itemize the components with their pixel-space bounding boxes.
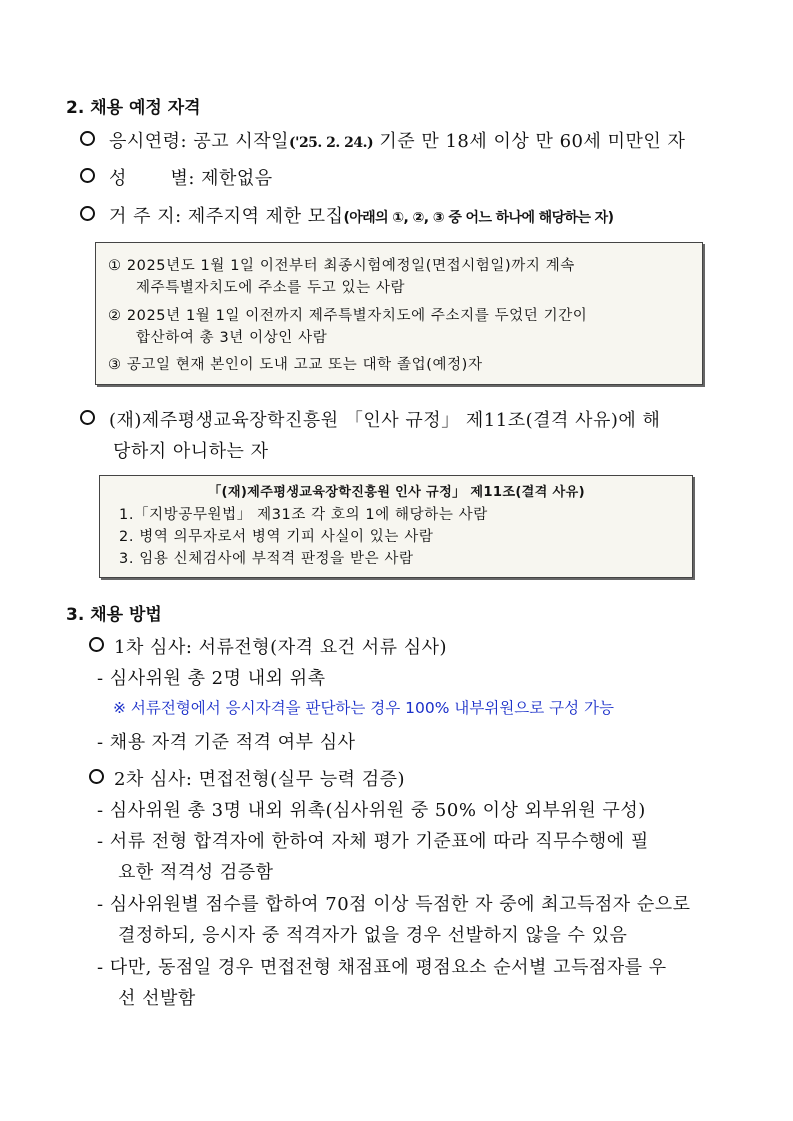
stage2-title: 2차 심사: 면접전형(실무 능력 검증) <box>89 765 405 791</box>
residence-condition-1: ① 2025년도 1월 1일 이전부터 최종시험예정일(면접시험일)까지 계속 <box>108 258 575 274</box>
residence-condition-3: ③ 공고일 현재 본인이 도내 고교 또는 대학 졸업(예정)자 <box>108 357 483 373</box>
circle-bullet-icon <box>80 206 95 221</box>
disqualification-box-title: 「(재)제주평생교육장학진흥원 인사 규정」 제11조(결격 사유) <box>208 485 585 500</box>
circle-bullet-icon <box>89 637 104 652</box>
circle-bullet-icon <box>89 769 104 784</box>
stage2-item-4: - 다만, 동점일 경우 면접전형 채점표에 평점요소 순서별 고득점자를 우 <box>97 957 667 978</box>
disqualification-requirement: (재)제주평생교육장학진흥원 「인사 규정」 제11조(결격 사유)에 해 <box>80 406 660 432</box>
section-3-title: 3. 채용 방법 <box>66 605 162 625</box>
stage1-note: ※ 서류전형에서 응시자격을 판단하는 경우 100% 내부위원으로 구성 가능 <box>113 699 614 717</box>
disqualification-item-1: 1.「지방공무원법」 제31조 각 호의 1에 해당하는 사람 <box>119 507 488 523</box>
circle-bullet-icon <box>80 168 95 183</box>
stage2-item-2: - 서류 전형 합격자에 한하여 자체 평가 기준표에 따라 직무수행에 필 <box>97 831 649 852</box>
stage2-item-1: - 심사위원 총 3명 내외 위촉(심사위원 중 50% 이상 외부위원 구성) <box>97 800 646 821</box>
stage1-item-2: - 채용 자격 기준 적격 여부 심사 <box>97 732 356 753</box>
stage2-item-4-cont: 선 선발함 <box>118 988 196 1009</box>
disqualification-requirement-cont: 당하지 아니하는 자 <box>113 441 269 462</box>
stage1-title: 1차 심사: 서류전형(자격 요건 서류 심사) <box>89 633 447 659</box>
stage2-item-2-cont: 요한 적격성 검증함 <box>118 862 274 883</box>
residence-condition-1-cont: 제주특별자치도에 주소를 두고 있는 사람 <box>136 280 406 296</box>
age-requirement: 응시연령: 공고 시작일('25. 2. 24.) 기준 만 18세 이상 만 60세 미만인 자 <box>80 127 685 153</box>
stage2-item-3: - 심사위원별 점수를 합하여 70점 이상 득점한 자 중에 최고득점자 순으로 <box>97 894 691 915</box>
residence-condition-2-cont: 합산하여 총 3년 이상인 사람 <box>136 330 328 346</box>
circle-bullet-icon <box>80 410 95 425</box>
disqualification-item-3: 3. 임용 신체검사에 부적격 판정을 받은 사람 <box>119 551 414 567</box>
disqualification-item-2: 2. 병역 의무자로서 병역 기피 사실이 있는 사람 <box>119 529 434 545</box>
residence-requirement: 거 주 지: 제주지역 제한 모집(아래의 ①, ②, ③ 중 어느 하나에 해당하는 자) <box>80 202 613 228</box>
residence-condition-2: ② 2025년 1월 1일 이전까지 제주특별자치도에 주소지를 두었던 기간이 <box>108 308 588 324</box>
stage1-item-1: - 심사위원 총 2명 내외 위촉 <box>97 668 326 689</box>
section-2-title: 2. 채용 예정 자격 <box>66 98 201 118</box>
circle-bullet-icon <box>80 131 95 146</box>
stage2-item-3-cont: 결정하되, 응시자 중 적격자가 없을 경우 선발하지 않을 수 있음 <box>118 925 628 946</box>
gender-requirement: 성 별: 제한없음 <box>80 164 273 190</box>
